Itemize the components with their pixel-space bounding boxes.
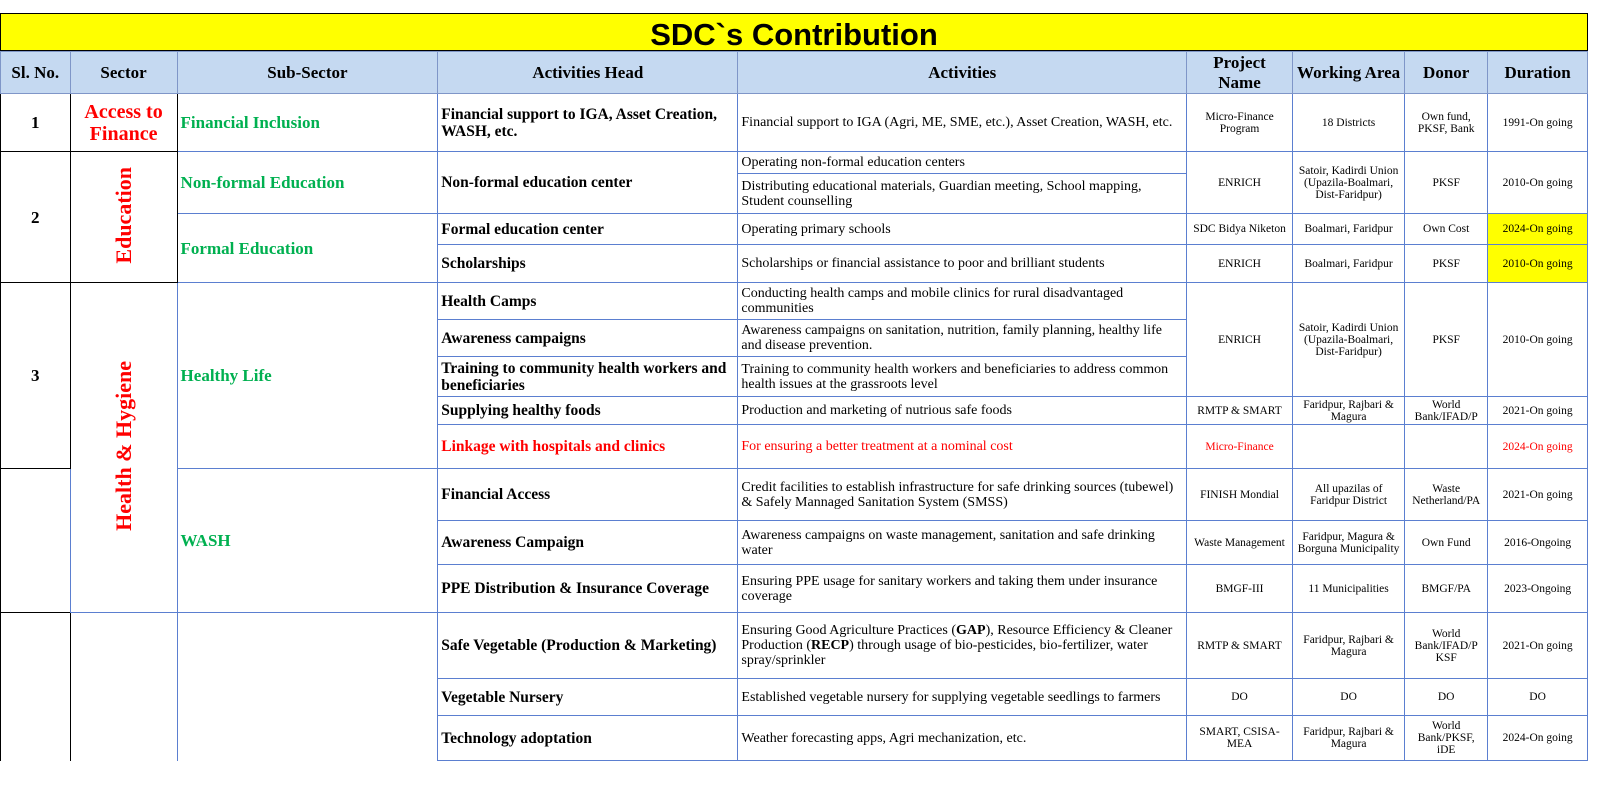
duration-cell: 2016-Ongoing <box>1488 521 1588 565</box>
table-row <box>1 613 1588 679</box>
table-row <box>1 94 1588 152</box>
activities-head-cell: Scholarships <box>438 245 738 283</box>
activities-cell: Conducting health camps and mobile clinics for rural disadvantaged communities <box>738 283 1187 320</box>
sub-sector-cell: Non-formal Education <box>177 152 438 214</box>
activities-head-cell: Supplying healthy foods <box>438 397 738 425</box>
activities-cell: Operating primary schools <box>738 214 1187 245</box>
activities-cell: For ensuring a better treatment at a nominal cost <box>738 425 1187 469</box>
duration-cell: 2021-On going <box>1488 613 1588 679</box>
activities-cell: Distributing educational materials, Guardian meeting, School mapping, Student counselling <box>738 174 1187 214</box>
donor-cell: Own Cost <box>1405 214 1488 245</box>
sub-sector-cell: Formal Education <box>177 214 438 283</box>
activities-head-cell: Safe Vegetable (Production & Marketing) <box>438 613 738 679</box>
activities-head-cell: Awareness campaigns <box>438 320 738 357</box>
donor-cell: PKSF <box>1405 152 1488 214</box>
header-donor: Donor <box>1405 52 1488 94</box>
project-name-cell: SMART, CSISA-MEA <box>1187 716 1293 761</box>
activities-cell <box>738 613 1187 679</box>
activity-text: ), Resource Efficiency & Cleaner Production ( <box>741 623 1173 653</box>
sector-cell <box>70 152 177 283</box>
page-title: SDC`s Contribution <box>650 17 938 52</box>
header-project-name: Project Name <box>1187 52 1293 94</box>
activities-cell: Operating non-formal education centers <box>738 152 1187 174</box>
donor-cell: Own Fund <box>1405 521 1488 565</box>
activities-cell: Training to community health workers and beneficiaries to address common health issues at the grassroots level <box>738 357 1187 397</box>
project-name-cell: Waste Management <box>1187 521 1293 565</box>
activities-head-cell: Training to community health workers and beneficiaries <box>438 357 738 397</box>
working-area-cell: Boalmari, Faridpur <box>1293 214 1405 245</box>
working-area-cell: Faridpur, Rajbari & Magura <box>1293 397 1405 425</box>
table-row <box>1 469 1588 521</box>
duration-cell: 2024-On going <box>1488 716 1588 761</box>
sub-sector-cell: WASH <box>177 469 438 613</box>
donor-cell: Own fund, PKSF, Bank <box>1405 94 1488 152</box>
activities-cell: Production and marketing of nutrious safe foods <box>738 397 1187 425</box>
duration-cell: DO <box>1488 679 1588 716</box>
contribution-table <box>0 51 1588 761</box>
project-name-cell: Micro-Finance Program <box>1187 94 1293 152</box>
working-area-cell <box>1293 425 1405 469</box>
working-area-cell: 11 Municipalities <box>1293 565 1405 613</box>
sector-cell: Access to Finance <box>70 94 177 152</box>
working-area-cell: Boalmari, Faridpur <box>1293 245 1405 283</box>
duration-cell: 1991-On going <box>1488 94 1588 152</box>
donor-cell: PKSF <box>1405 245 1488 283</box>
activities-cell: Scholarships or financial assistance to poor and brilliant students <box>738 245 1187 283</box>
header-activities: Activities <box>738 52 1187 94</box>
activities-cell: Weather forecasting apps, Agri mechanization, etc. <box>738 716 1187 761</box>
activities-cell: Ensuring PPE usage for sanitary workers and taking them under insurance coverage <box>738 565 1187 613</box>
sub-sector-cell <box>177 613 438 761</box>
donor-cell: DO <box>1405 679 1488 716</box>
donor-cell: Waste Netherland/PA <box>1405 469 1488 521</box>
project-name-cell: ENRICH <box>1187 245 1293 283</box>
header-activities-head: Activities Head <box>438 52 738 94</box>
header-working-area: Working Area <box>1293 52 1405 94</box>
duration-cell: 2024-On going <box>1488 214 1588 245</box>
header-sub-sector: Sub-Sector <box>177 52 438 94</box>
sl-no-cell: 2 <box>1 152 71 283</box>
activities-head-cell: Financial Access <box>438 469 738 521</box>
activities-head-cell: Technology adoptation <box>438 716 738 761</box>
donor-cell: World Bank/PKSF, iDE <box>1405 716 1488 761</box>
activities-head-cell: Awareness Campaign <box>438 521 738 565</box>
activities-head-cell: PPE Distribution & Insurance Coverage <box>438 565 738 613</box>
duration-cell: 2024-On going <box>1488 425 1588 469</box>
activities-head-cell: Non-formal education center <box>438 152 738 214</box>
working-area-cell: 18 Districts <box>1293 94 1405 152</box>
activities-cell: Established vegetable nursery for supplying vegetable seedlings to farmers <box>738 679 1187 716</box>
working-area-cell: Satoir, Kadirdi Union (Upazila-Boalmari, Dist-Faridpur) <box>1293 152 1405 214</box>
activities-head-cell: Linkage with hospitals and clinics <box>438 425 738 469</box>
working-area-cell: Faridpur, Magura & Borguna Municipality <box>1293 521 1405 565</box>
duration-cell: 2023-Ongoing <box>1488 565 1588 613</box>
table-row <box>1 152 1588 174</box>
activities-head-cell: Health Camps <box>438 283 738 320</box>
title-banner <box>0 13 1588 51</box>
project-name-cell: FINISH Mondial <box>1187 469 1293 521</box>
duration-cell: 2010-On going <box>1488 283 1588 397</box>
header-sector: Sector <box>70 52 177 94</box>
recp-abbr: RECP <box>811 638 850 653</box>
header-sl-no: Sl. No. <box>1 52 71 94</box>
sector-cell <box>70 613 177 761</box>
activities-cell: Financial support to IGA (Agri, ME, SME, etc.), Asset Creation, WASH, etc. <box>738 94 1187 152</box>
project-name-cell: ENRICH <box>1187 152 1293 214</box>
donor-cell: World Bank/IFAD/P KSF <box>1405 613 1488 679</box>
duration-cell: 2021-On going <box>1488 397 1588 425</box>
donor-cell <box>1405 425 1488 469</box>
project-name-cell: RMTP & SMART <box>1187 397 1293 425</box>
project-name-cell: ENRICH <box>1187 283 1293 397</box>
activities-head-cell: Vegetable Nursery <box>438 679 738 716</box>
project-name-cell: DO <box>1187 679 1293 716</box>
duration-cell: 2010-On going <box>1488 245 1588 283</box>
working-area-cell: DO <box>1293 679 1405 716</box>
duration-cell: 2021-On going <box>1488 469 1588 521</box>
donor-cell: BMGF/PA <box>1405 565 1488 613</box>
sl-no-cell <box>1 469 71 613</box>
working-area-cell: Satoir, Kadirdi Union (Upazila-Boalmari, Dist-Faridpur) <box>1293 283 1405 397</box>
activity-text: ) through usage of bio-pesticides, bio-fertilizer, water spray/sprinkler <box>741 638 1148 668</box>
header-row <box>1 52 1588 94</box>
table-row <box>1 283 1588 320</box>
project-name-cell: Micro-Finance <box>1187 425 1293 469</box>
gap-abbr: GAP <box>956 623 986 638</box>
sub-sector-cell: Healthy Life <box>177 283 438 469</box>
sl-no-cell <box>1 613 71 761</box>
activities-cell: Awareness campaigns on waste management, sanitation and safe drinking water <box>738 521 1187 565</box>
sub-sector-cell: Financial Inclusion <box>177 94 438 152</box>
activities-head-cell: Formal education center <box>438 214 738 245</box>
working-area-cell: All upazilas of Faridpur District <box>1293 469 1405 521</box>
working-area-cell: Faridpur, Rajbari & Magura <box>1293 716 1405 761</box>
donor-cell: PKSF <box>1405 283 1488 397</box>
sl-no-cell: 1 <box>1 94 71 152</box>
duration-cell: 2010-On going <box>1488 152 1588 214</box>
project-name-cell: BMGF-III <box>1187 565 1293 613</box>
activities-cell: Awareness campaigns on sanitation, nutrition, family planning, healthy life and disease prevention. <box>738 320 1187 357</box>
working-area-cell: Faridpur, Rajbari & Magura <box>1293 613 1405 679</box>
activities-cell: Credit facilities to establish infrastructure for safe drinking sources (tubewel) & Safely Mannaged Sanitation System (SMSS) <box>738 469 1187 521</box>
project-name-cell: RMTP & SMART <box>1187 613 1293 679</box>
sector-label: Health & Hygiene <box>111 360 137 531</box>
activity-text: Ensuring Good Agriculture Practices ( <box>741 623 957 638</box>
donor-cell: World Bank/IFAD/P <box>1405 397 1488 425</box>
sector-cell <box>70 283 177 613</box>
project-name-cell: SDC Bidya Niketon <box>1187 214 1293 245</box>
activities-head-cell: Financial support to IGA, Asset Creation, WASH, etc. <box>438 94 738 152</box>
table-row <box>1 214 1588 245</box>
sl-no-cell: 3 <box>1 283 71 469</box>
sector-label: Education <box>111 166 137 264</box>
header-duration: Duration <box>1488 52 1588 94</box>
